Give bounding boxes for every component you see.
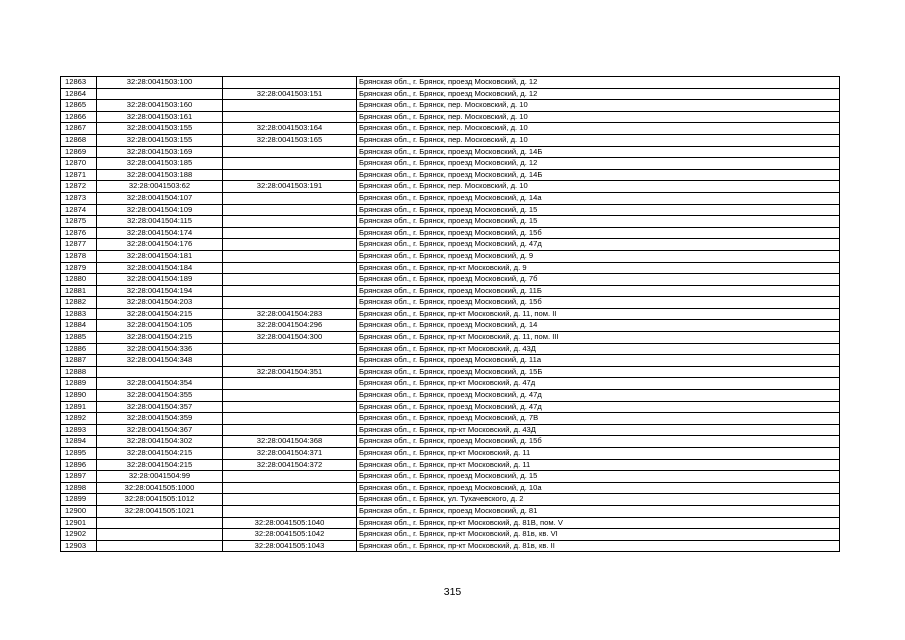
cadastral-number-2-cell: 32:28:0041504:372	[223, 459, 357, 471]
cadastral-number-cell: 32:28:0041503:188	[97, 169, 223, 181]
address-cell: Брянская обл., г. Брянск, проезд Московский, д. 47д	[357, 390, 840, 402]
cadastral-number-2-cell	[223, 192, 357, 204]
cadastral-number-cell: 32:28:0041504:367	[97, 424, 223, 436]
cadastral-number-cell: 32:28:0041504:181	[97, 250, 223, 262]
address-cell: Брянская обл., г. Брянск, проезд Московский, д. 7б	[357, 274, 840, 286]
cadastral-number-2-cell	[223, 111, 357, 123]
row-number-cell: 12892	[61, 413, 97, 425]
table-row	[61, 482, 840, 494]
cadastral-number-2-cell	[223, 239, 357, 251]
row-number-cell: 12901	[61, 517, 97, 529]
row-number-cell: 12868	[61, 134, 97, 146]
table-row	[61, 401, 840, 413]
address-cell: Брянская обл., г. Брянск, проезд Московский, д. 15б	[357, 436, 840, 448]
address-cell: Брянская обл., г. Брянск, проезд Московский, д. 15б	[357, 227, 840, 239]
cadastral-number-cell: 32:28:0041504:215	[97, 308, 223, 320]
cadastral-number-cell: 32:28:0041504:99	[97, 471, 223, 483]
address-cell: Брянская обл., г. Брянск, проезд Московский, д. 15Б	[357, 366, 840, 378]
cadastral-number-2-cell	[223, 471, 357, 483]
cadastral-number-cell: 32:28:0041504:194	[97, 285, 223, 297]
table-row	[61, 123, 840, 135]
cadastral-number-2-cell	[223, 262, 357, 274]
cadastral-number-cell: 32:28:0041504:354	[97, 378, 223, 390]
address-cell: Брянская обл., г. Брянск, пер. Московский, д. 10	[357, 181, 840, 193]
row-number-cell: 12876	[61, 227, 97, 239]
row-number-cell: 12865	[61, 100, 97, 112]
table-row	[61, 169, 840, 181]
table-row	[61, 250, 840, 262]
cadastral-number-2-cell	[223, 146, 357, 158]
row-number-cell: 12884	[61, 320, 97, 332]
registry-table	[60, 76, 840, 552]
cadastral-number-cell: 32:28:0041504:348	[97, 355, 223, 367]
cadastral-number-cell: 32:28:0041503:169	[97, 146, 223, 158]
cadastral-number-cell: 32:28:0041504:189	[97, 274, 223, 286]
row-number-cell: 12888	[61, 366, 97, 378]
address-cell: Брянская обл., г. Брянск, пр-кт Московский, д. 81В, пом. V	[357, 517, 840, 529]
address-cell: Брянская обл., г. Брянск, проезд Московский, д. 15	[357, 216, 840, 228]
table-row	[61, 192, 840, 204]
table-row	[61, 343, 840, 355]
address-cell: Брянская обл., г. Брянск, проезд Московский, д. 14Б	[357, 169, 840, 181]
table-row	[61, 448, 840, 460]
table-row	[61, 239, 840, 251]
table-row	[61, 471, 840, 483]
cadastral-number-2-cell	[223, 505, 357, 517]
address-cell: Брянская обл., г. Брянск, пр-кт Московский, д. 47д	[357, 378, 840, 390]
row-number-cell: 12874	[61, 204, 97, 216]
row-number-cell: 12869	[61, 146, 97, 158]
address-cell: Брянская обл., г. Брянск, пр-кт Московский, д. 11	[357, 459, 840, 471]
cadastral-number-cell: 32:28:0041503:62	[97, 181, 223, 193]
row-number-cell: 12864	[61, 88, 97, 100]
address-cell: Брянская обл., г. Брянск, проезд Московский, д. 11а	[357, 355, 840, 367]
cadastral-number-cell: 32:28:0041504:215	[97, 448, 223, 460]
address-cell: Брянская обл., г. Брянск, проезд Московский, д. 14	[357, 320, 840, 332]
cadastral-number-2-cell	[223, 216, 357, 228]
address-cell: Брянская обл., г. Брянск, проезд Московский, д. 81	[357, 505, 840, 517]
row-number-cell: 12891	[61, 401, 97, 413]
address-cell: Брянская обл., г. Брянск, пер. Московский, д. 10	[357, 100, 840, 112]
cadastral-number-2-cell: 32:28:0041503:151	[223, 88, 357, 100]
cadastral-number-2-cell	[223, 494, 357, 506]
table-row	[61, 146, 840, 158]
row-number-cell: 12878	[61, 250, 97, 262]
row-number-cell: 12866	[61, 111, 97, 123]
cadastral-number-cell: 32:28:0041503:100	[97, 77, 223, 89]
row-number-cell: 12863	[61, 77, 97, 89]
row-number-cell: 12895	[61, 448, 97, 460]
cadastral-number-cell	[97, 540, 223, 552]
address-cell: Брянская обл., г. Брянск, проезд Московский, д. 9	[357, 250, 840, 262]
cadastral-number-cell	[97, 529, 223, 541]
table-row	[61, 285, 840, 297]
address-cell: Брянская обл., г. Брянск, пр-кт Московский, д. 11, пом. III	[357, 332, 840, 344]
cadastral-number-2-cell	[223, 100, 357, 112]
row-number-cell: 12880	[61, 274, 97, 286]
row-number-cell: 12873	[61, 192, 97, 204]
row-number-cell: 12902	[61, 529, 97, 541]
cadastral-number-2-cell: 32:28:0041504:371	[223, 448, 357, 460]
row-number-cell: 12882	[61, 297, 97, 309]
cadastral-number-cell: 32:28:0041504:115	[97, 216, 223, 228]
row-number-cell: 12898	[61, 482, 97, 494]
cadastral-number-cell: 32:28:0041504:359	[97, 413, 223, 425]
address-cell: Брянская обл., г. Брянск, пр-кт Московский, д. 81в, кв. VI	[357, 529, 840, 541]
cadastral-number-2-cell: 32:28:0041505:1040	[223, 517, 357, 529]
table-row	[61, 332, 840, 344]
table-row	[61, 111, 840, 123]
cadastral-number-2-cell: 32:28:0041503:164	[223, 123, 357, 135]
cadastral-number-2-cell	[223, 274, 357, 286]
address-cell: Брянская обл., г. Брянск, пр-кт Московский, д. 11, пом. II	[357, 308, 840, 320]
cadastral-number-2-cell	[223, 297, 357, 309]
cadastral-number-2-cell	[223, 413, 357, 425]
cadastral-number-2-cell	[223, 378, 357, 390]
page-number: 315	[443, 586, 462, 598]
cadastral-number-cell	[97, 517, 223, 529]
cadastral-number-2-cell: 32:28:0041504:296	[223, 320, 357, 332]
table-row	[61, 227, 840, 239]
address-cell: Брянская обл., г. Брянск, пр-кт Московский, д. 43Д	[357, 343, 840, 355]
table-row	[61, 517, 840, 529]
table-row	[61, 77, 840, 89]
table-row	[61, 274, 840, 286]
table-row	[61, 413, 840, 425]
cadastral-number-cell	[97, 366, 223, 378]
row-number-cell: 12893	[61, 424, 97, 436]
row-number-cell: 12885	[61, 332, 97, 344]
table-row	[61, 366, 840, 378]
row-number-cell: 12887	[61, 355, 97, 367]
cadastral-number-2-cell: 32:28:0041505:1042	[223, 529, 357, 541]
address-cell: Брянская обл., г. Брянск, пр-кт Московский, д. 81в, кв. II	[357, 540, 840, 552]
cadastral-number-2-cell	[223, 390, 357, 402]
cadastral-number-cell: 32:28:0041503:185	[97, 158, 223, 170]
table-row	[61, 355, 840, 367]
cadastral-number-cell: 32:28:0041505:1000	[97, 482, 223, 494]
address-cell: Брянская обл., г. Брянск, пр-кт Московский, д. 11	[357, 448, 840, 460]
row-number-cell: 12870	[61, 158, 97, 170]
row-number-cell: 12894	[61, 436, 97, 448]
address-cell: Брянская обл., г. Брянск, ул. Тухачевского, д. 2	[357, 494, 840, 506]
table-row	[61, 297, 840, 309]
table-row	[61, 494, 840, 506]
cadastral-number-cell: 32:28:0041504:336	[97, 343, 223, 355]
cadastral-number-cell: 32:28:0041505:1012	[97, 494, 223, 506]
address-cell: Брянская обл., г. Брянск, проезд Московский, д. 11Б	[357, 285, 840, 297]
cadastral-number-2-cell: 32:28:0041504:283	[223, 308, 357, 320]
cadastral-number-cell: 32:28:0041504:107	[97, 192, 223, 204]
cadastral-number-2-cell: 32:28:0041504:368	[223, 436, 357, 448]
address-cell: Брянская обл., г. Брянск, проезд Московский, д. 14Б	[357, 146, 840, 158]
cadastral-number-cell: 32:28:0041504:215	[97, 459, 223, 471]
cadastral-number-2-cell	[223, 401, 357, 413]
table-row	[61, 424, 840, 436]
table-body	[61, 77, 840, 552]
address-cell: Брянская обл., г. Брянск, проезд Московский, д. 12	[357, 77, 840, 89]
row-number-cell: 12871	[61, 169, 97, 181]
address-cell: Брянская обл., г. Брянск, проезд Московский, д. 47д	[357, 401, 840, 413]
row-number-cell: 12881	[61, 285, 97, 297]
cadastral-number-cell: 32:28:0041504:357	[97, 401, 223, 413]
row-number-cell: 12896	[61, 459, 97, 471]
cadastral-number-2-cell: 32:28:0041505:1043	[223, 540, 357, 552]
cadastral-number-2-cell	[223, 250, 357, 262]
row-number-cell: 12875	[61, 216, 97, 228]
cadastral-number-2-cell	[223, 77, 357, 89]
row-number-cell: 12883	[61, 308, 97, 320]
cadastral-number-cell: 32:28:0041504:109	[97, 204, 223, 216]
cadastral-number-cell: 32:28:0041505:1021	[97, 505, 223, 517]
cadastral-number-2-cell	[223, 169, 357, 181]
row-number-cell: 12897	[61, 471, 97, 483]
address-cell: Брянская обл., г. Брянск, пр-кт Московский, д. 9	[357, 262, 840, 274]
address-cell: Брянская обл., г. Брянск, проезд Московский, д. 7В	[357, 413, 840, 425]
row-number-cell: 12886	[61, 343, 97, 355]
address-cell: Брянская обл., г. Брянск, пер. Московский, д. 10	[357, 123, 840, 135]
row-number-cell: 12877	[61, 239, 97, 251]
table-row	[61, 308, 840, 320]
table-row	[61, 158, 840, 170]
row-number-cell: 12903	[61, 540, 97, 552]
address-cell: Брянская обл., г. Брянск, проезд Московский, д. 15	[357, 204, 840, 216]
row-number-cell: 12900	[61, 505, 97, 517]
address-cell: Брянская обл., г. Брянск, проезд Московский, д. 15б	[357, 297, 840, 309]
address-cell: Брянская обл., г. Брянск, пер. Московский, д. 10	[357, 111, 840, 123]
row-number-cell: 12889	[61, 378, 97, 390]
cadastral-number-2-cell	[223, 343, 357, 355]
address-cell: Брянская обл., г. Брянск, проезд Московский, д. 10а	[357, 482, 840, 494]
table-row	[61, 262, 840, 274]
row-number-cell: 12890	[61, 390, 97, 402]
cadastral-number-cell: 32:28:0041504:105	[97, 320, 223, 332]
cadastral-number-2-cell	[223, 227, 357, 239]
table-row	[61, 134, 840, 146]
cadastral-number-2-cell	[223, 355, 357, 367]
cadastral-number-2-cell	[223, 204, 357, 216]
row-number-cell: 12879	[61, 262, 97, 274]
table-row	[61, 378, 840, 390]
cadastral-number-cell: 32:28:0041503:155	[97, 123, 223, 135]
cadastral-number-2-cell: 32:28:0041503:165	[223, 134, 357, 146]
cadastral-number-cell: 32:28:0041504:174	[97, 227, 223, 239]
address-cell: Брянская обл., г. Брянск, проезд Московский, д. 15	[357, 471, 840, 483]
table-row	[61, 390, 840, 402]
cadastral-number-cell: 32:28:0041504:203	[97, 297, 223, 309]
cadastral-number-cell: 32:28:0041504:184	[97, 262, 223, 274]
table-row	[61, 320, 840, 332]
row-number-cell: 12872	[61, 181, 97, 193]
table-row	[61, 540, 840, 552]
cadastral-number-2-cell: 32:28:0041504:351	[223, 366, 357, 378]
cadastral-number-cell: 32:28:0041504:355	[97, 390, 223, 402]
table-row	[61, 459, 840, 471]
table-row	[61, 181, 840, 193]
cadastral-number-cell: 32:28:0041503:161	[97, 111, 223, 123]
table-row	[61, 100, 840, 112]
table-row	[61, 88, 840, 100]
address-cell: Брянская обл., г. Брянск, проезд Московский, д. 47д	[357, 239, 840, 251]
cadastral-number-cell	[97, 88, 223, 100]
address-cell: Брянская обл., г. Брянск, пер. Московский, д. 10	[357, 134, 840, 146]
cadastral-number-cell: 32:28:0041503:155	[97, 134, 223, 146]
cadastral-number-2-cell: 32:28:0041503:191	[223, 181, 357, 193]
table-row	[61, 216, 840, 228]
cadastral-number-2-cell	[223, 482, 357, 494]
cadastral-number-cell: 32:28:0041504:215	[97, 332, 223, 344]
row-number-cell: 12867	[61, 123, 97, 135]
row-number-cell: 12899	[61, 494, 97, 506]
address-cell: Брянская обл., г. Брянск, проезд Московский, д. 14а	[357, 192, 840, 204]
table-row	[61, 529, 840, 541]
cadastral-number-cell: 32:28:0041503:160	[97, 100, 223, 112]
table-row	[61, 436, 840, 448]
cadastral-number-2-cell	[223, 158, 357, 170]
cadastral-number-2-cell	[223, 424, 357, 436]
address-cell: Брянская обл., г. Брянск, пр-кт Московский, д. 43Д	[357, 424, 840, 436]
cadastral-number-2-cell: 32:28:0041504:300	[223, 332, 357, 344]
address-cell: Брянская обл., г. Брянск, проезд Московский, д. 12	[357, 88, 840, 100]
table-row	[61, 505, 840, 517]
cadastral-number-cell: 32:28:0041504:302	[97, 436, 223, 448]
address-cell: Брянская обл., г. Брянск, проезд Московский, д. 12	[357, 158, 840, 170]
cadastral-number-2-cell	[223, 285, 357, 297]
table-row	[61, 204, 840, 216]
cadastral-number-cell: 32:28:0041504:176	[97, 239, 223, 251]
